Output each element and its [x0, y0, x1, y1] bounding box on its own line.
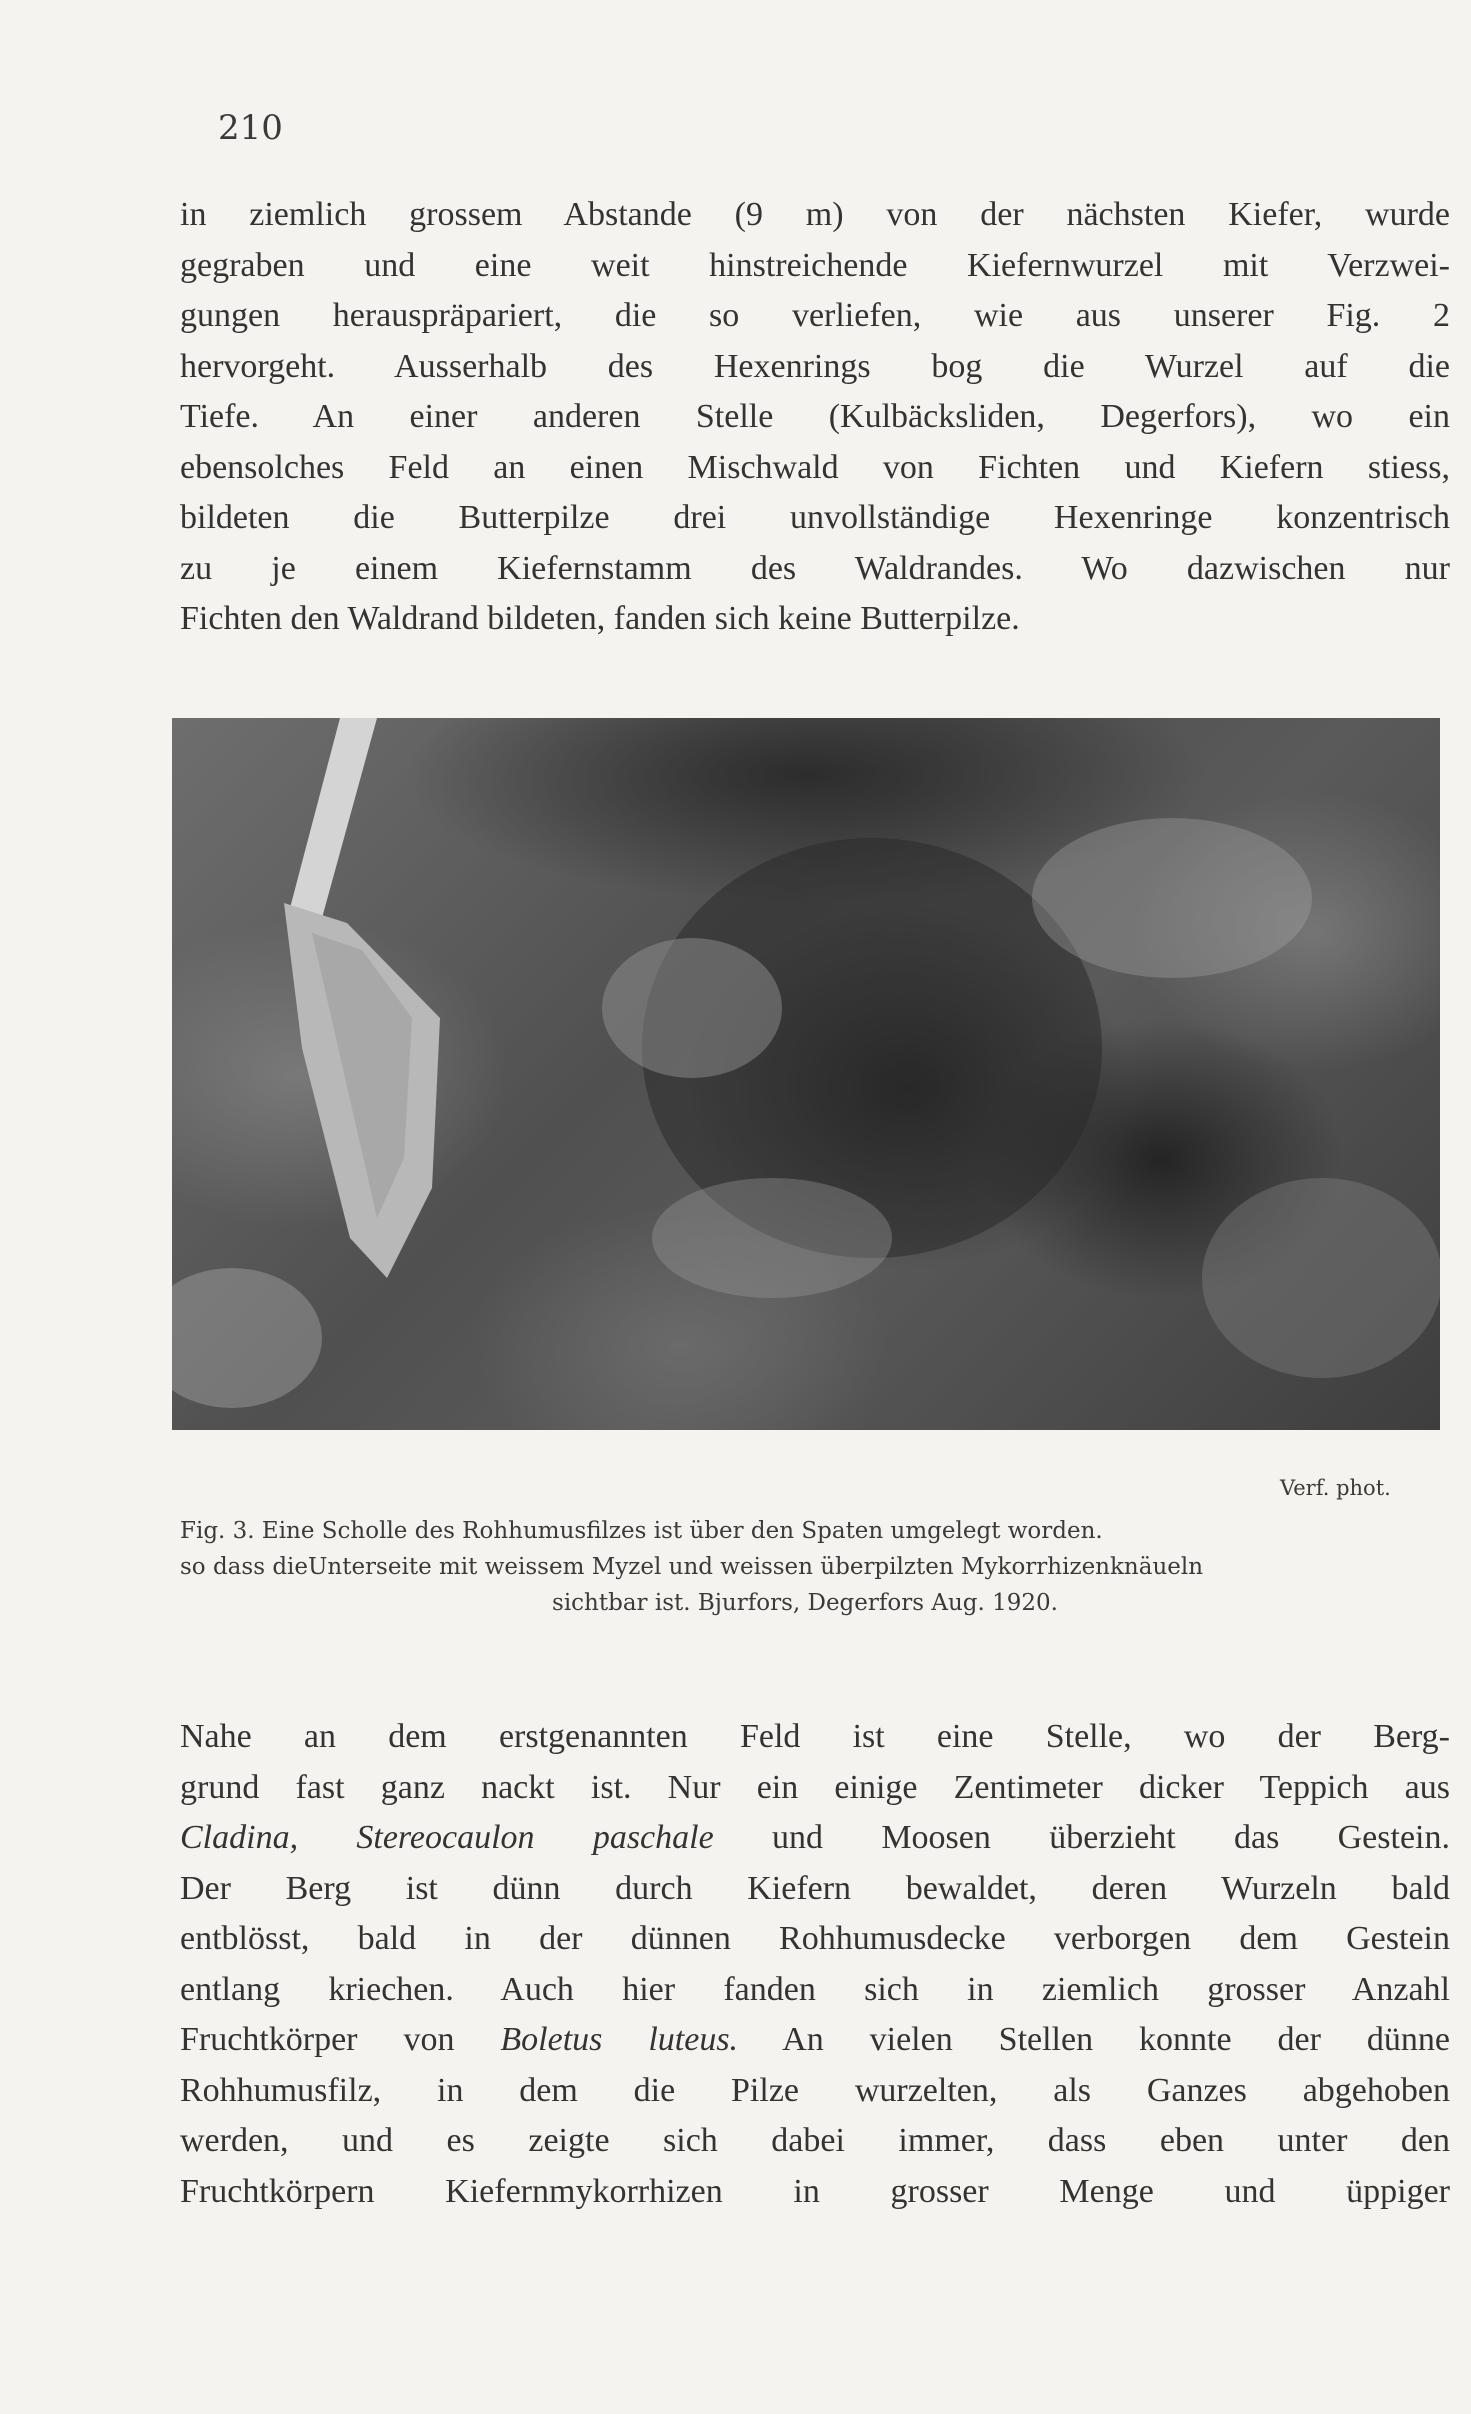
text-line: gegraben und eine weit hinstreichende Kiefernwurzel mit Verzwei-: [180, 246, 1450, 284]
text-line: zu je einem Kiefernstamm des Waldrandes. Wo dazwischen nur: [180, 549, 1450, 587]
text-line: Rohhumusfilz, in dem die Pilze wurzelten, als Ganzes abgehoben: [180, 2071, 1450, 2109]
text-line: [180, 1813, 1450, 1864]
photo-credit: Verf. phot.: [1280, 1476, 1391, 1500]
moss-patch: [172, 1268, 322, 1408]
caption-line: sichtbar ist. Bjurfors, Degerfors Aug. 1920.: [552, 1590, 1058, 1616]
text-line: Tiefe. An einer anderen Stelle (Kulbäcksliden, Degerfors), wo ein: [180, 398, 1450, 435]
text-line: entblösst, bald in der dünnen Rohhumusdecke verborgen dem Gestein: [180, 1920, 1450, 1957]
spade-illustration: [172, 718, 1440, 1430]
text-line: werden, und es zeigte sich dabei immer, dass eben unter den: [180, 2122, 1450, 2159]
text-line: gungen herauspräpariert, die so verliefen, wie aus unserer Fig. 2: [180, 297, 1450, 334]
mycelium-patch: [602, 938, 782, 1078]
text-line: ebensolches Feld an einen Mischwald von Fichten und Kiefern stiess,: [180, 448, 1450, 486]
figure-caption: [180, 1513, 1430, 1621]
text-line: entlang kriechen. Auch hier fanden sich in ziemlich grosser Anzahl: [180, 1970, 1450, 2008]
top-paragraph: [180, 190, 1450, 645]
taxon-name: Boletus luteus.: [500, 2021, 739, 2058]
text-line: Nahe an dem erstgenannten Feld ist eine Stelle, wo der Berg-: [180, 1718, 1450, 1755]
text-line: in ziemlich grossem Abstande (9 m) von der nächsten Kiefer, wurde: [180, 196, 1450, 233]
text-line: grund fast ganz nackt ist. Nur ein einige Zentimeter dicker Teppich aus: [180, 1768, 1450, 1806]
moss-patch: [1202, 1178, 1440, 1378]
text-fragment: und Moosen überzieht das Gestein.: [713, 1819, 1450, 1856]
text-line: [180, 2015, 1450, 2066]
text-fragment: Fruchtkörper von: [180, 2021, 501, 2058]
text-line: Fichten den Waldrand bildeten, fanden sich keine Butterpilze.: [180, 600, 1020, 637]
caption-line: so dass dieUnterseite mit weissem Myzel und weissen überpilzten Mykorrhizenknäueln: [180, 1554, 1204, 1580]
text-line: bildeten die Butterpilze drei unvollständige Hexenringe konzentrisch: [180, 499, 1450, 536]
caption-line: Fig. 3. Eine Scholle des Rohhumusfilzes ist über den Spaten umgelegt worden.: [180, 1518, 1103, 1544]
spade-handle: [290, 718, 377, 918]
page-number: 210: [218, 108, 283, 148]
text-fragment: An vielen Stellen konnte der dünne: [738, 2021, 1450, 2058]
text-line: Der Berg ist dünn durch Kiefern bewaldet, deren Wurzeln bald: [180, 1869, 1450, 1907]
text-line: Fruchtkörpern Kiefernmykorrhizen in grosser Menge und üppiger: [180, 2172, 1450, 2210]
text-line: hervorgeht. Ausserhalb des Hexenrings bog die Wurzel auf die: [180, 347, 1450, 385]
moss-patch: [1032, 818, 1312, 978]
taxon-name: Cladina, Stereocaulon paschale: [180, 1819, 714, 1856]
bottom-paragraph: [180, 1712, 1450, 2217]
figure-photo: [172, 718, 1440, 1430]
mycelium-patch: [652, 1178, 892, 1298]
